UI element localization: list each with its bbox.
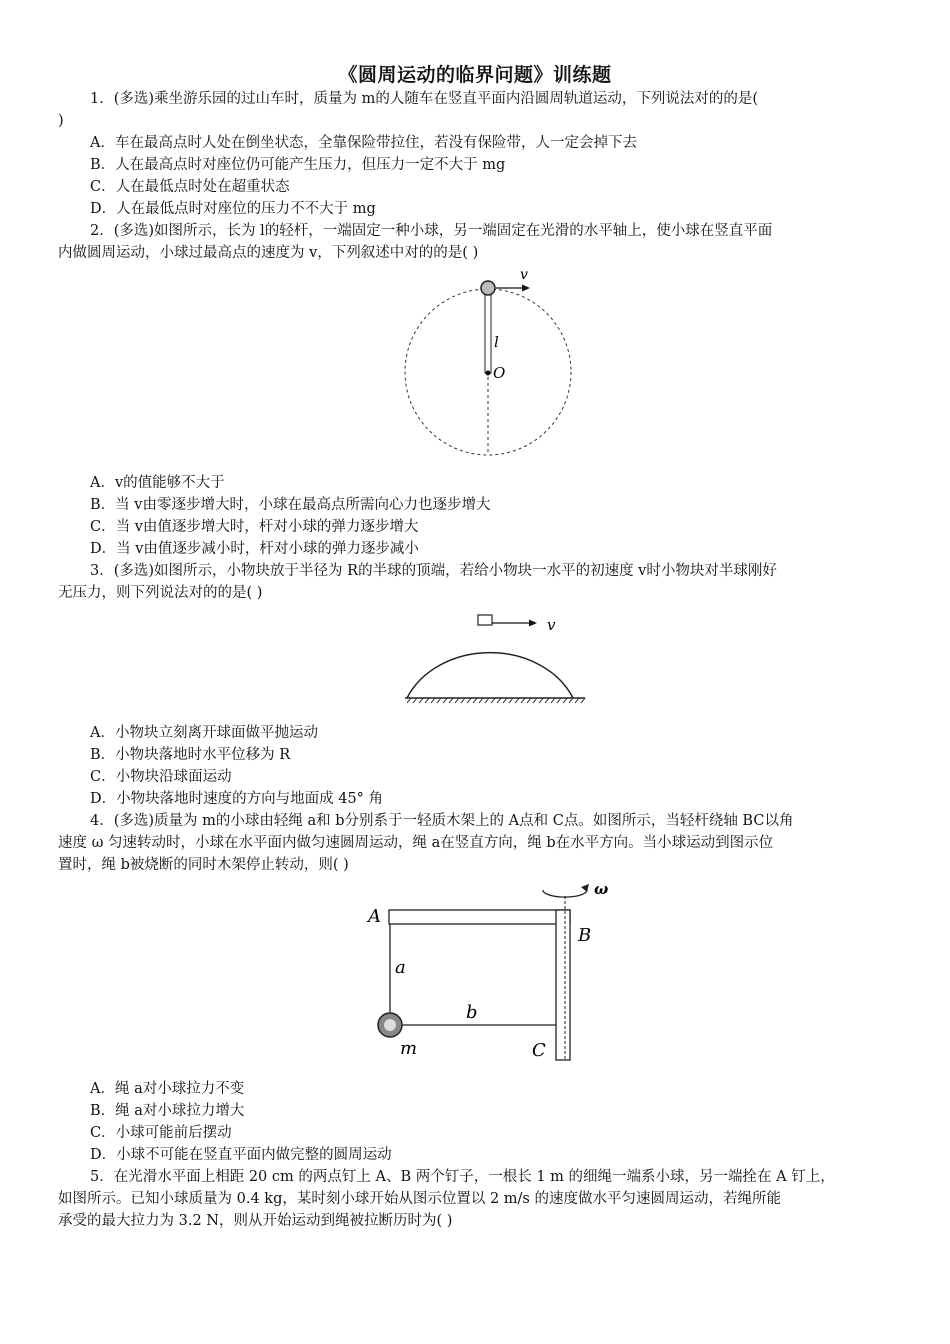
q4-stem-line1: 4．(多选)质量为 m的小球由轻绳 a和 b分别系于一轻质木架上的 A点和 C点。如图所示，当轻杆绕轴 BC以角 bbox=[90, 813, 794, 829]
q2-option-d: D．当 v由值逐步减小时，杆对小球的弹力逐步减小 bbox=[90, 541, 419, 557]
q3-stem-line2: 无压力，则下列说法对的的是( ) bbox=[58, 585, 263, 601]
q3-option-b: B．小物块落地时水平位移为 R bbox=[90, 747, 291, 763]
q1-option-a: A．车在最高点时人处在倒坐状态，全靠保险带拉住，若没有保险带，人一定会掉下去 bbox=[90, 135, 637, 151]
q2-option-b: B．当 v由零逐步增大时，小球在最高点所需向心力也逐步增大 bbox=[90, 497, 491, 513]
q2-stem-line1: 2．(多选)如图所示，长为 l的轻杆，一端固定一种小球，另一端固定在光滑的水平轴上，使小球在竖直平面 bbox=[90, 223, 773, 239]
q3-stem-line1: 3．(多选)如图所示，小物块放于半径为 R的半球的顶端，若给小物块一水平的初速度 v时小物块对半球刚好 bbox=[90, 563, 777, 579]
rope-b-label: b bbox=[466, 1002, 478, 1023]
velocity-label: v bbox=[520, 267, 528, 283]
point-b-label: B bbox=[578, 925, 592, 946]
q4-option-b: B．绳 a对小球拉力增大 bbox=[90, 1103, 245, 1119]
q1-option-b: B．人在最高点时对座位仍可能产生压力，但压力一定不大于 mg bbox=[90, 157, 506, 173]
frame-top-bar bbox=[389, 910, 570, 924]
frame-vertical-bar bbox=[556, 910, 570, 1060]
pivot-point bbox=[486, 371, 491, 376]
rotation-arrowhead bbox=[581, 884, 589, 892]
q2-rod-circle-figure bbox=[390, 265, 590, 465]
velocity-label: v bbox=[547, 616, 556, 634]
q1-option-d: D．人在最低点时对座位的压力不不大于 mg bbox=[90, 201, 376, 217]
light-rod bbox=[485, 293, 491, 373]
q3-option-a: A．小物块立刻离开球面做平抛运动 bbox=[90, 725, 318, 741]
q3-hemisphere-figure bbox=[395, 610, 595, 710]
mass-label: m bbox=[400, 1038, 418, 1059]
page-title: 《圆周运动的临界问题》训练题 bbox=[338, 64, 612, 86]
velocity-arrowhead bbox=[522, 285, 530, 292]
hemisphere bbox=[407, 653, 573, 698]
q5-stem-line2: 如图所示。已知小球质量为 0.4 kg，某时刻小球开始从图示位置以 2 m/s 的速度做水平匀速圆周运动，若绳所能 bbox=[58, 1191, 781, 1207]
q5-stem-line1: 5．在光滑水平面上相距 20 cm 的两点钉上 A、B 两个钉子，一根长 1 m 的细绳一端系小球，另一端拴在 A 钉上， bbox=[90, 1169, 835, 1185]
ball-highlight bbox=[384, 1019, 396, 1031]
small-block bbox=[478, 615, 492, 625]
q4-rotating-frame-figure bbox=[360, 878, 630, 1068]
rotation-arrow bbox=[543, 888, 587, 897]
q4-stem-line3: 置时，绳 b被烧断的同时木架停止转动，则( ) bbox=[58, 857, 349, 873]
rope-a-label: a bbox=[395, 957, 406, 978]
point-c-label: C bbox=[532, 1040, 546, 1061]
point-a-label: A bbox=[368, 906, 381, 927]
q1-option-c: C．人在最低点时处在超重状态 bbox=[90, 179, 290, 195]
q1-stem-line2: ) bbox=[58, 113, 64, 129]
q3-option-d: D．小物块落地时速度的方向与地面成 45° 角 bbox=[90, 791, 384, 807]
q2-stem-line2: 内做圆周运动，小球过最高点的速度为 v，下列叙述中对的的是( ) bbox=[58, 245, 479, 261]
pivot-label: O bbox=[493, 364, 506, 382]
q4-stem-line2: 速度 ω 匀速转动时，小球在水平面内做匀速圆周运动，绳 a在竖直方向，绳 b在水平方向。当小球运动到图示位 bbox=[58, 835, 774, 851]
q3-option-c: C．小物块沿球面运动 bbox=[90, 769, 232, 785]
velocity-arrowhead bbox=[529, 620, 537, 627]
q2-option-a: A．v的值能够不大于 bbox=[90, 475, 225, 491]
q2-option-c: C．当 v由值逐步增大时，杆对小球的弹力逐步增大 bbox=[90, 519, 419, 535]
q4-option-c: C．小球可能前后摆动 bbox=[90, 1125, 232, 1141]
q1-stem-line1: 1．(多选)乘坐游乐园的过山车时，质量为 m的人随车在竖直平面内沿圆周轨道运动，下列说法对的的是( bbox=[90, 91, 759, 107]
q4-option-d: D．小球不可能在竖直平面内做完整的圆周运动 bbox=[90, 1147, 392, 1163]
q5-stem-line3: 承受的最大拉力为 3.2 N，则从开始运动到绳被拉断历时为( ) bbox=[58, 1213, 453, 1229]
q4-option-a: A．绳 a对小球拉力不变 bbox=[90, 1081, 245, 1097]
omega-label: ω bbox=[594, 880, 609, 898]
rod-length-label: l bbox=[494, 333, 499, 351]
ball bbox=[481, 281, 495, 295]
